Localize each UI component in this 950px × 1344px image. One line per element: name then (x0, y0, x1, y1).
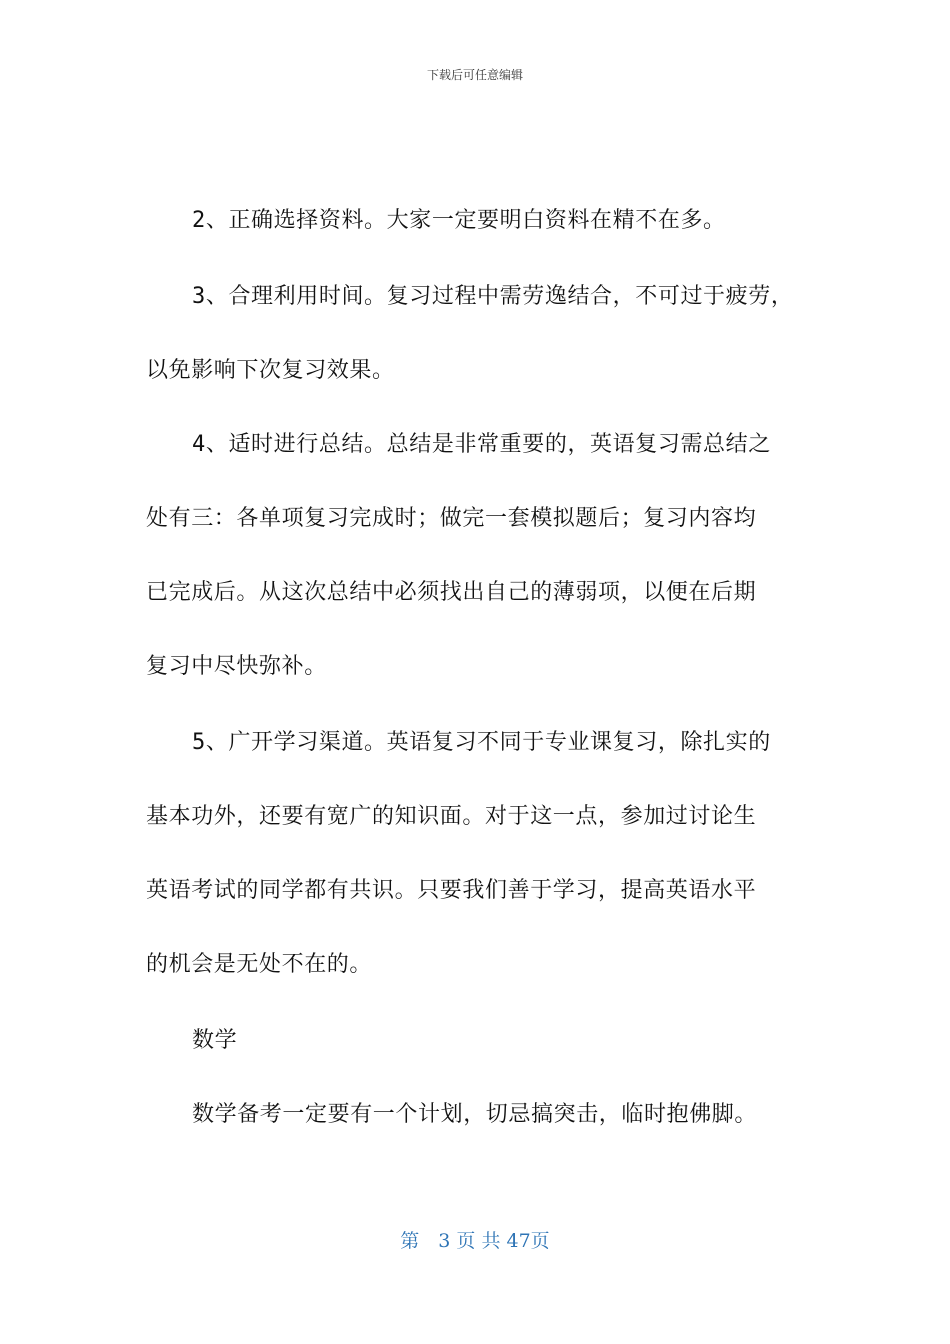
paragraph-line: 2、正确选择资料。大家一定要明白资料在精不在多。 (192, 208, 726, 233)
paragraph-line: 数学备考一定要有一个计划，切忌搞突击，临时抱佛脚。 (192, 1102, 758, 1127)
paragraph-line: 已完成后。从这次总结中必须找出自己的薄弱项，以便在后期 (146, 580, 757, 605)
paragraph-line: 的机会是无处不在的。 (146, 952, 373, 977)
paragraph-line: 4、适时进行总结。总结是非常重要的，英语复习需总结之 (192, 432, 771, 457)
paragraph-line: 基本功外，还要有宽广的知识面。对于这一点，参加过讨论生 (146, 804, 757, 829)
page-header: 下载后可任意编辑 (426, 68, 523, 82)
paragraph-line: 处有三：各单项复习完成时；做完一套模拟题后；复习内容均 (146, 506, 757, 531)
paragraph-line: 英语考试的同学都有共识。只要我们善于学习，提高英语水平 (146, 878, 757, 903)
paragraph-line: 以免影响下次复习效果。 (146, 358, 395, 383)
section-heading: 数学 (192, 1028, 238, 1053)
paragraph-line: 复习中尽快弥补。 (146, 654, 327, 679)
paragraph-line: 5、广开学习渠道。英语复习不同于专业课复习，除扎实的 (192, 730, 771, 755)
paragraph-line: 3、合理利用时间。复习过程中需劳逸结合，不可过于疲劳， (192, 284, 794, 309)
page-number: 第 3 页 共 47页 (400, 1230, 550, 1252)
